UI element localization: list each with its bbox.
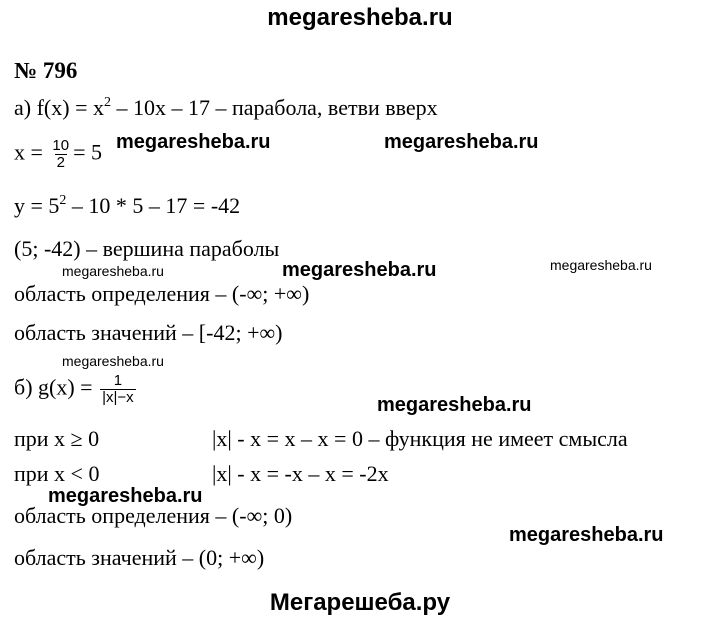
part-a-vertex-x-line — [14, 138, 102, 171]
x-fraction-numerator: 10 — [52, 137, 70, 154]
watermark: megaresheba.ru — [384, 131, 539, 153]
watermark: megaresheba.ru — [509, 524, 664, 546]
x-fraction — [50, 138, 71, 171]
case1-expression: |x| - x = x – x = 0 – функция не имеет смысла — [212, 426, 628, 451]
case1-condition: при x ≥ 0 — [14, 426, 100, 451]
y-rhs: – 10 * 5 – 17 = -42 — [66, 193, 241, 218]
f-lhs: а) f(x) = x — [14, 95, 104, 120]
watermark: megaresheba.ru — [550, 257, 652, 273]
watermark: megaresheba.ru — [62, 353, 164, 369]
part-b-range-line: область значений – (0; +∞) — [14, 545, 265, 570]
g-fraction-denominator: |x|−x — [102, 389, 134, 406]
watermark: megaresheba.ru — [377, 394, 532, 416]
y-exponent: 2 — [59, 193, 67, 208]
g-lhs: б) g(x) = — [14, 374, 99, 400]
part-a-vertex-y-line — [14, 193, 240, 219]
x-fraction-denominator: 2 — [56, 154, 65, 171]
watermark: megaresheba.ru — [48, 485, 203, 507]
watermark: megaresheba.ru — [116, 131, 271, 153]
site-header: megaresheba.ru — [267, 4, 453, 31]
part-a-function-line — [14, 95, 438, 121]
f-rhs: – 10x – 17 – парабола, ветви вверх — [110, 95, 438, 120]
x-lhs: x = — [14, 139, 49, 165]
watermark: megaresheba.ru — [62, 263, 164, 279]
case2-condition: при x < 0 — [14, 461, 100, 486]
watermark: megaresheba.ru — [282, 259, 437, 281]
y-lhs: y = 5 — [14, 193, 60, 218]
part-b-domain-line: область определения – (-∞; 0) — [14, 503, 293, 528]
part-b-function-line — [14, 373, 138, 406]
case2-expression: |x| - x = -x – x = -2x — [212, 461, 389, 486]
g-fraction-numerator: 1 — [113, 372, 123, 389]
problem-number: № 796 — [14, 58, 78, 83]
part-a-domain-line: область определения – (-∞; +∞) — [14, 281, 310, 306]
x-rhs: = 5 — [73, 139, 103, 165]
f-exponent: 2 — [103, 95, 111, 110]
g-fraction — [100, 373, 136, 406]
site-footer: Мегарешеба.ру — [269, 589, 451, 616]
part-a-range-line: область значений – [-42; +∞) — [14, 320, 283, 345]
part-a-vertex-line: (5; -42) – вершина параболы — [14, 236, 280, 261]
